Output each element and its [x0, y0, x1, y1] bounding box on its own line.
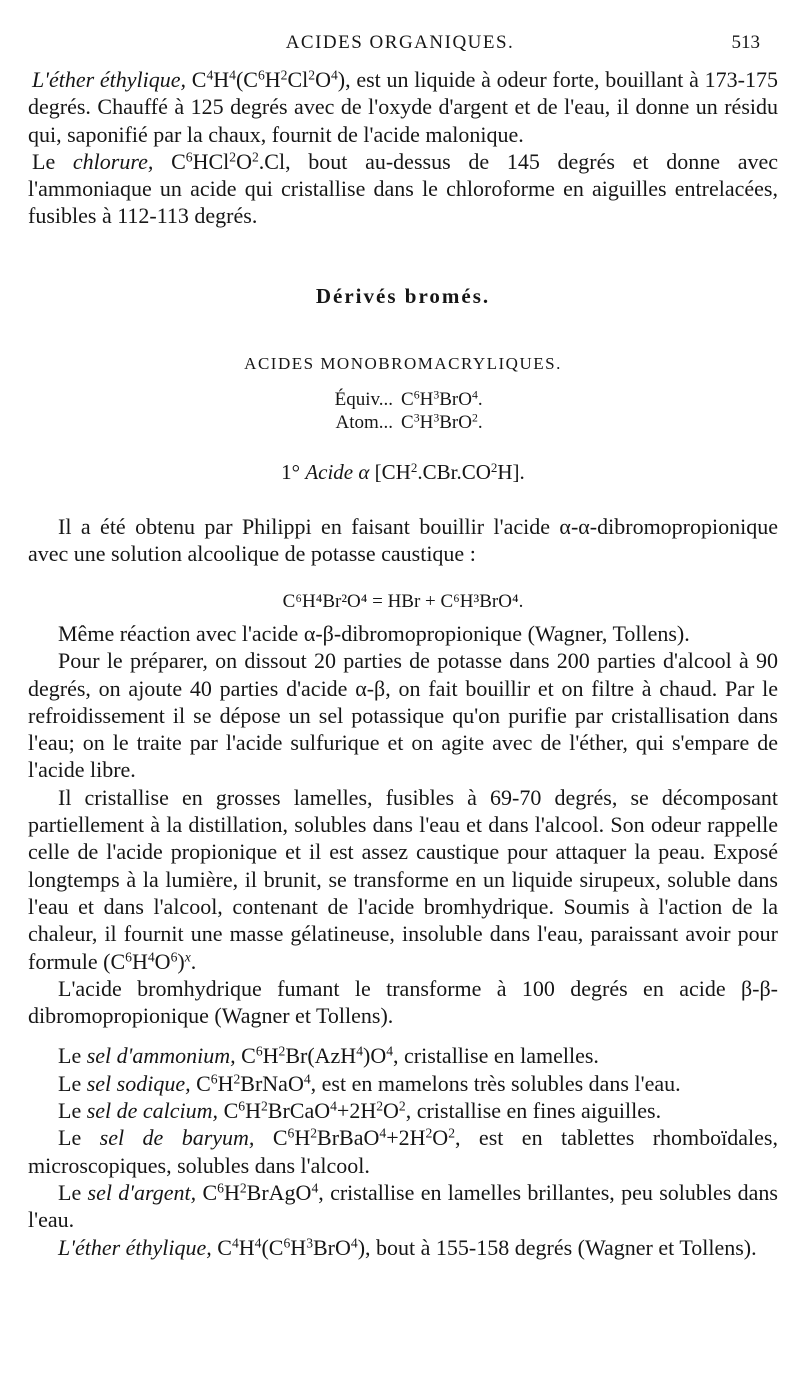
item-name: Acide α: [305, 460, 370, 484]
item-heading: 1° Acide α $[CH^2.CBr.CO^2H]$.: [281, 459, 525, 484]
paragraph-ether-ethylique: L'éther éthylique, $C^4H^4(C^6H^2Cl^2O^4)$, est un liquide à odeur forte, bouillant à 173-175 degrés. Chauffé à 125 degrés avec de l'oxyde d'argent et de l'eau, il donne un résidu qui, saponifié par la chaux, fournit de l'acide malonique.: [28, 67, 778, 147]
paragraph-chlorure: Le chlorure, $C^6HCl^2O^2.Cl$, bout au-dessus de 145 degrés et donne avec l'ammoniaque un acide qui cristallise dans le chloroforme en aiguilles entrelacées, fusibles à 112-113 degrés.: [28, 148, 778, 229]
body-block-1: [28, 513, 778, 568]
page-number: 513: [731, 32, 760, 53]
chlorure-term: chlorure,: [72, 148, 154, 174]
equivalent-formulas: [28, 388, 778, 434]
sel-calcium-term: sel de calcium,: [86, 1098, 219, 1124]
sel-baryum-term: sel de baryum,: [99, 1125, 255, 1151]
paragraph-sel-calcium: Le sel de calcium, $C^6H^2BrCaO^4+2H^2O^2$, cristallise en fines aiguilles.: [58, 1098, 662, 1124]
subsection-title: ACIDES MONOBROMACRYLIQUES.: [244, 354, 562, 373]
atom-label: Atom...: [335, 412, 393, 433]
paragraph-meme-reaction: Même réaction avec l'acide α-β-dibromopropionique (Wagner, Tollens).: [58, 621, 690, 646]
paragraph-preparation: Pour le préparer, on dissout 20 parties de potasse dans 200 parties d'alcool à 90 degrés, on ajoute 40 parties d'acide α-β, on fait bouillir et on filtre à chaud. Par le refroidissement il se dépose un sel potassique qu'on purifie par cristallisation dans l'eau; on le traite par l'acide sulfurique et on agite avec de l'éther, qui s'empare de l'acide libre.: [28, 648, 778, 783]
paragraph-sel-argent: Le sel d'argent, $C^6H^2BrAgO^4$, cristallise en lamelles brillantes, peu solubles dans l'eau.: [28, 1179, 778, 1233]
paragraph-ether-final: L'éther éthylique, $C^4H^4(C^6H^3BrO^4)$, bout à 155-158 degrés (Wagner et Tollens).: [58, 1234, 757, 1260]
paragraph-sel-baryum: Le sel de baryum, $C^6H^2BrBaO^4+2H^2O^2$, est en tablettes rhomboïdales, microscopiques, solubles dans l'alcool.: [28, 1125, 778, 1178]
page-header: [0, 30, 800, 60]
sel-ammonium-term: sel d'ammonium,: [86, 1043, 236, 1069]
sel-argent-term: sel d'argent,: [87, 1179, 197, 1205]
section-title: Dérivés bromés.: [315, 284, 491, 308]
equiv-row: Équiv... $C^6H^3BrO^4$.: [308, 388, 498, 411]
body-block-2: [28, 620, 778, 1261]
paragraph-acide-bromhydrique: L'acide bromhydrique fumant le transforme à 100 degrés en acide β-β-dibromopropionique (Wagner et Tollens).: [28, 975, 778, 1029]
atom-row: Atom... $C^3H^3BrO^2$.: [308, 411, 498, 434]
ether-term: L'éther éthylique,: [32, 67, 187, 92]
paragraph-sel-sodique: Le sel sodique, $C^6H^2BrNaO^4$, est en mamelons très solubles dans l'eau.: [58, 1070, 681, 1096]
paragraph-philippi: Il a été obtenu par Philippi en faisant bouillir l'acide α-α-dibromopropionique avec une solution alcoolique de potasse caustique :: [28, 514, 778, 567]
paragraph-proprietes: Il cristallise en grosses lamelles, fusibles à 69-70 degrés, se décomposant partiellement à la distillation, solubles dans l'eau et dans l'alcool. Son odeur rappelle celle de l'acide propionique et il est assez caustique pour attaquer la peau. Exposé longtemps à la lumière, il brunit, se transforme en un liquide sirupeux, soluble dans l'eau et dans l'alcool, contenant de l'acide bromhydrique. Soumis à l'action de la chaleur, il fournit une masse gélatineuse, insoluble dans l'eau, paraissant avoir pour formule $(C^6H^4O^6)^x$.: [28, 784, 778, 974]
ether-final-term: L'éther éthylique,: [58, 1234, 212, 1260]
item-number: 1°: [281, 460, 301, 484]
equiv-label: Équiv...: [334, 389, 393, 410]
intro-block: [28, 66, 778, 230]
paragraph-sel-ammonium: Le sel d'ammonium, $C^6H^2Br(AzH^4)O^4$, cristallise en lamelles.: [58, 1043, 599, 1069]
reaction-equation: C⁶H⁴Br²O⁴ = HBr + C⁶H³BrO⁴.: [282, 591, 524, 612]
sel-sodique-term: sel sodique,: [86, 1070, 191, 1096]
running-title: ACIDES ORGANIQUES.: [285, 32, 515, 53]
